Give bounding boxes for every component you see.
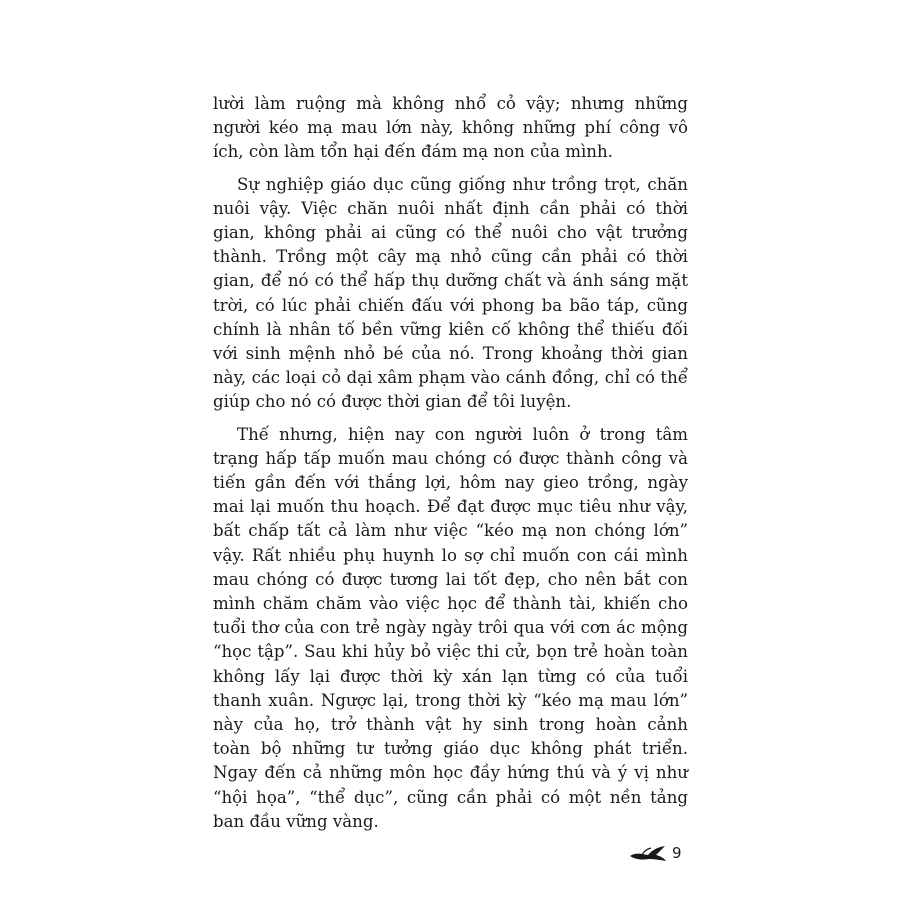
text-line: chính là nhân tố bền vững kiên cố không thể thiếu đối (213, 319, 688, 339)
text-line: với sinh mệnh nhỏ bé của nó. Trong khoảng thời gian (213, 344, 688, 364)
text-line: bất chấp tất cả làm như việc “kéo mạ non chóng lớn” (213, 521, 688, 541)
text-line: ích, còn làm tổn hại đến đám mạ non của mình. (213, 142, 613, 162)
text-line: tuổi thơ của con trẻ ngày ngày trôi qua với cơn ác mộng (213, 618, 688, 638)
book-page-text (213, 92, 688, 842)
text-line: này, các loại cỏ dại xâm phạm vào cánh đồng, chỉ có thể (213, 368, 688, 388)
text-line: ban đầu vững vàng. (213, 811, 379, 831)
paragraph (213, 423, 688, 834)
text-line: vậy. Rất nhiều phụ huynh lo sợ chỉ muốn con cái mình (213, 545, 688, 565)
text-line: mình chăm chăm vào việc học để thành tài, khiến cho (213, 594, 688, 614)
text-line: nuôi vậy. Việc chăn nuôi nhất định cần phải có thời (213, 198, 688, 218)
text-line: mai lại muốn thu hoạch. Để đạt được mục tiêu như vậy, (213, 497, 688, 517)
paragraph (213, 92, 688, 165)
text-line: thanh xuân. Ngược lại, trong thời kỳ “kéo mạ mau lớn” (213, 690, 688, 710)
bird-ornament-icon (628, 842, 668, 864)
text-line: gian, không phải ai cũng có thể nuôi cho vật trưởng (213, 223, 688, 243)
text-line: “học tập”. Sau khi hủy bỏ việc thi cử, bọn trẻ hoàn toàn (213, 642, 688, 662)
text-line: toàn bộ những tư tưởng giáo dục không phát triển. (213, 739, 688, 759)
text-line: Sự nghiệp giáo dục cũng giống như trồng trọt, chăn (237, 174, 688, 194)
page-number: 9 (672, 844, 682, 862)
page-footer (628, 840, 688, 868)
text-line: Ngay đến cả những môn học đầy hứng thú và ý vị như (213, 763, 688, 783)
text-line: thành. Trồng một cây mạ nhỏ cũng cần phải có thời (213, 247, 688, 267)
text-line: tiến gần đến với thắng lợi, hôm nay gieo trồng, ngày (213, 473, 688, 493)
text-line: này của họ, trở thành vật hy sinh trong hoàn cảnh (213, 715, 688, 735)
text-line: người kéo mạ mau lớn này, không những phí công vô (213, 118, 688, 138)
text-line: Thế nhưng, hiện nay con người luôn ở trong tâm (237, 424, 688, 444)
text-line: “hội họa”, “thể dục”, cũng cần phải có một nền tảng (213, 787, 688, 807)
text-line: lười làm ruộng mà không nhổ cỏ vậy; nhưng những (213, 94, 688, 113)
text-line: giúp cho nó có được thời gian để tôi luyện. (213, 392, 572, 412)
text-line: trạng hấp tấp muốn mau chóng có được thành công và (213, 448, 688, 468)
text-line: mau chóng có được tương lai tốt đẹp, cho nên bắt con (213, 569, 688, 589)
text-line: gian, để nó có thể hấp thụ dưỡng chất và ánh sáng mặt (213, 271, 688, 291)
paragraph (213, 173, 688, 415)
text-line: trời, có lúc phải chiến đấu với phong ba bão táp, cũng (213, 295, 688, 315)
text-line: không lấy lại được thời kỳ xán lạn từng có của tuổi (213, 666, 688, 686)
